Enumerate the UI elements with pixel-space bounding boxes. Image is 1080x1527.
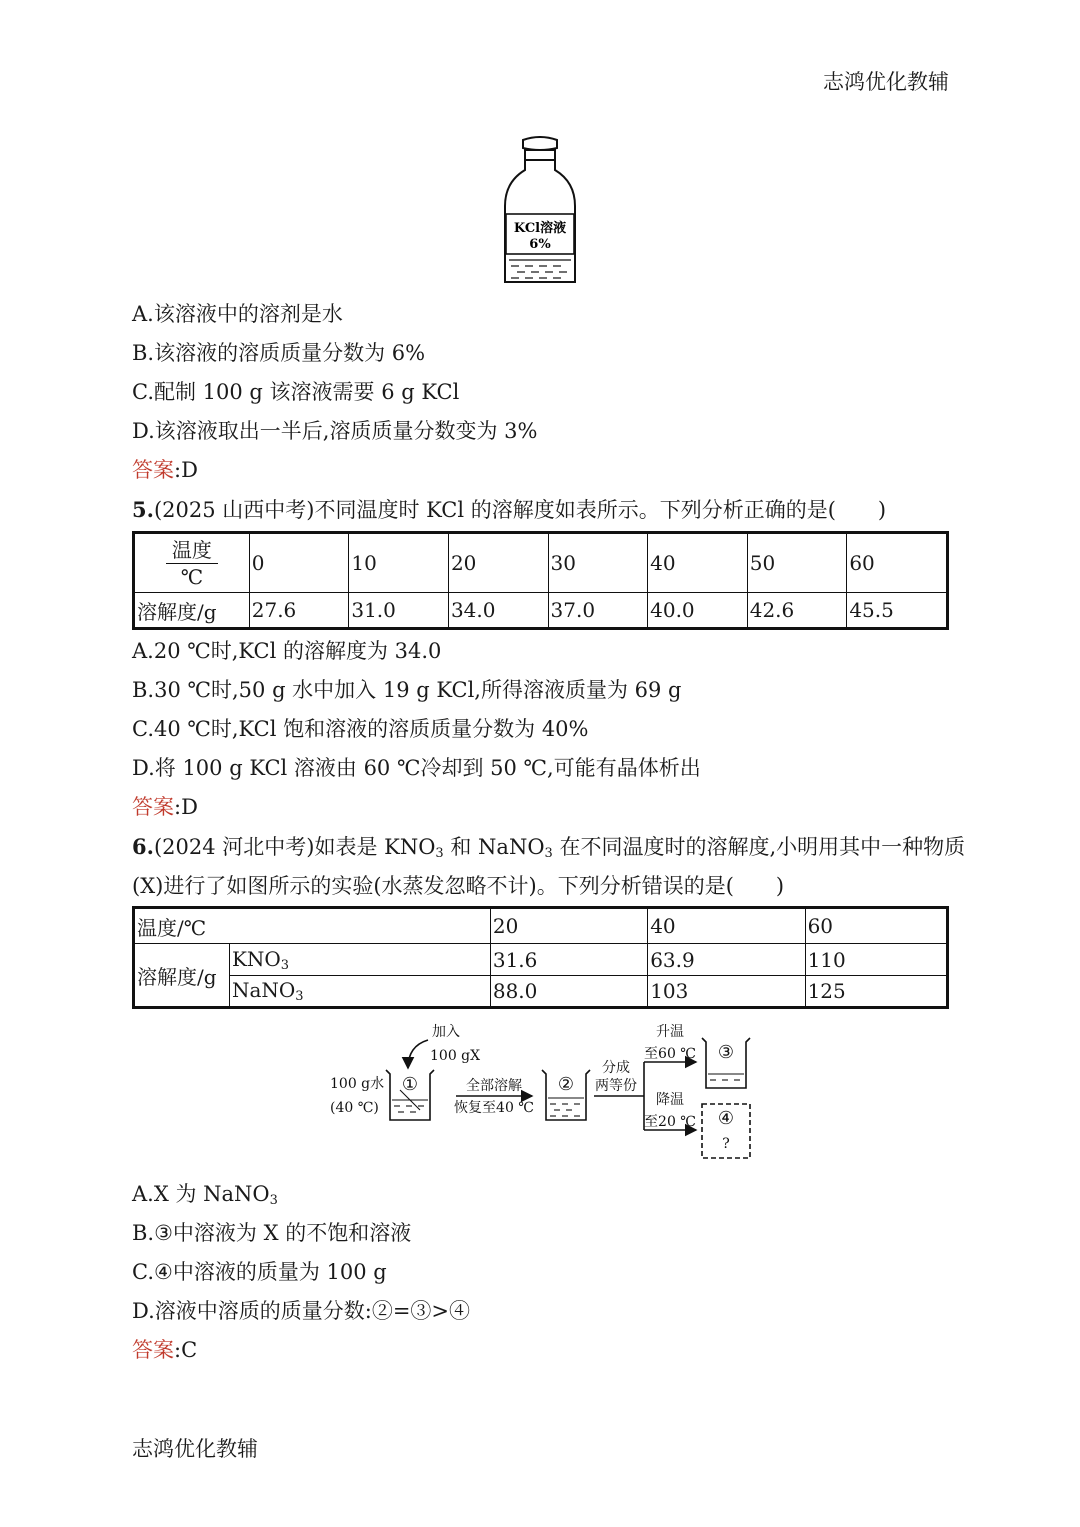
q5-temp-cell: 40: [648, 533, 748, 593]
q4-option-c: C.配制 100 g 该溶液需要 6 g KCl: [132, 380, 460, 404]
q5-number: 5.: [132, 497, 154, 522]
q5-value-cell: 45.5: [847, 593, 948, 629]
q6-table-row-temperature: [134, 908, 948, 944]
q5-option-d: D.将 100 g KCl 溶液由 60 ℃冷却到 50 ℃,可能有晶体析出: [132, 756, 701, 780]
q6-stem-part: 在不同温度时的溶解度,小明用其中一种物质: [552, 835, 966, 859]
q6-stem-line-1: [132, 833, 965, 868]
q6-kno3-value: 63.9: [648, 944, 805, 976]
q6-option-a: [132, 1180, 278, 1215]
q6-option-a-subscript: 3: [269, 1193, 278, 1208]
label-split-1: 分成: [602, 1060, 630, 1076]
q4-option-b: B.该溶液的溶质质量分数为 6%: [132, 341, 426, 365]
q6-answer-value: :C: [174, 1338, 198, 1362]
q6-answer-label: 答案: [132, 1338, 174, 1362]
q5-stem: [132, 496, 886, 524]
q6-kno3-label: [229, 944, 490, 976]
label-cool-temp: 至20 ℃: [644, 1114, 696, 1130]
q4-option-a: A.该溶液中的溶剂是水: [132, 302, 343, 326]
q5-question: 不同温度时 KCl 的溶解度如表所示。下列分析正确的是( ): [314, 498, 887, 522]
label-restore: 恢复至40 ℃: [454, 1100, 534, 1116]
q5-temp-cell: 10: [349, 533, 449, 593]
bottle-stopper: [523, 137, 557, 150]
q6-kno3-value: 110: [805, 944, 947, 976]
beaker-2-label: ②: [557, 1074, 575, 1095]
q6-option-c: C.④中溶液的质量为 100 g: [132, 1260, 387, 1284]
q5-header-temperature: 温度: [166, 537, 218, 564]
q6-nano3-formula: NaNO: [231, 978, 296, 1002]
q5-option-c: C.40 ℃时,KCl 饱和溶液的溶质质量分数为 40%: [132, 717, 589, 741]
q5-table-header-cell: [134, 533, 250, 593]
q4-option-d: D.该溶液取出一半后,溶质质量分数变为 3%: [132, 419, 538, 443]
beaker-1-label: ①: [401, 1074, 419, 1095]
q5-table-row-temperature: [134, 533, 948, 593]
q6-kno3-formula: KNO: [231, 946, 281, 971]
q6-table-row-kno3: [134, 944, 948, 976]
q6-kno3-value: 31.6: [490, 944, 647, 976]
q4-answer-value: :D: [174, 458, 198, 482]
q6-option-b: B.③中溶液为 X 的不饱和溶液: [132, 1221, 412, 1245]
q6-option-a-text: A.X 为 NaNO: [132, 1182, 270, 1206]
label-water-temp: (40 ℃): [330, 1100, 379, 1116]
q5-option-b: B.30 ℃时,50 g 水中加入 19 g KCl,所得溶液质量为 69 g: [132, 678, 682, 702]
q5-value-cell: 27.6: [249, 593, 349, 629]
beaker-4-unknown-mark: ?: [722, 1136, 730, 1152]
q6-stem-subscript: 3: [435, 846, 444, 861]
q4-answer: [132, 456, 198, 484]
q6-nano3-subscript: 3: [295, 989, 304, 1004]
beaker-3-label: ③: [717, 1042, 735, 1063]
q5-value-cell: 40.0: [648, 593, 748, 629]
q6-number: 6.: [132, 834, 154, 859]
q5-solubility-table: [132, 531, 949, 630]
q6-temp-cell: 60: [805, 908, 947, 944]
q5-value-cell: 34.0: [448, 593, 548, 629]
q5-answer-value: :D: [174, 795, 198, 819]
q5-value-cell: 42.6: [747, 593, 847, 629]
label-add-amount: 100 gX: [430, 1048, 481, 1064]
q6-solubility-table: [132, 906, 949, 1009]
q6-option-d: D.溶液中溶质的质量分数:②=③>④: [132, 1299, 471, 1323]
q5-temp-cell: 20: [448, 533, 548, 593]
q6-nano3-value: 88.0: [490, 976, 647, 1008]
label-cool: 降温: [656, 1092, 684, 1108]
q6-temp-cell: 20: [490, 908, 647, 944]
label-dissolve: 全部溶解: [466, 1078, 522, 1094]
q5-temp-cell: 30: [548, 533, 648, 593]
q5-header-unit: ℃: [180, 564, 204, 589]
q6-nano3-label: [229, 976, 490, 1008]
q6-stem-part: 如表是 KNO: [314, 835, 436, 859]
footer-brand: 志鸿优化教辅: [132, 1437, 258, 1461]
q5-option-a: A.20 ℃时,KCl 的溶解度为 34.0: [132, 639, 442, 663]
beaker-4-label: ④: [717, 1108, 735, 1129]
reagent-bottle-illustration: [495, 136, 585, 288]
q6-nano3-value: 103: [648, 976, 805, 1008]
q5-temp-cell: 60: [847, 533, 948, 593]
q6-solubility-label: 溶解度/g: [134, 944, 230, 1008]
bottle-label-percent: 6%: [529, 237, 551, 252]
bottle-label-name: KCl溶液: [513, 221, 567, 236]
label-heat: 升温: [656, 1024, 684, 1040]
add-arrow: [408, 1040, 428, 1068]
q6-answer: [132, 1336, 197, 1364]
q6-temp-cell: 40: [648, 908, 805, 944]
q6-kno3-subscript: 3: [280, 957, 290, 973]
label-split-2: 两等份: [595, 1078, 637, 1094]
q6-temp-label: 温度/℃: [134, 908, 491, 944]
q6-experiment-diagram: [320, 1018, 770, 1168]
q5-answer-label: 答案: [132, 795, 174, 819]
header-brand: 志鸿优化教辅: [823, 70, 949, 94]
q5-row-label: 溶解度/g: [134, 593, 250, 629]
q5-source: (2025 山西中考): [153, 498, 315, 522]
q6-stem-part: 和 NaNO: [443, 835, 545, 859]
label-heat-temp: 至60 ℃: [644, 1046, 696, 1062]
q6-table-row-nano3: [134, 976, 948, 1008]
q5-value-cell: 31.0: [349, 593, 449, 629]
q5-answer: [132, 793, 198, 821]
q5-temp-cell: 50: [747, 533, 847, 593]
label-add: 加入: [432, 1024, 460, 1040]
label-water: 100 g水: [330, 1076, 385, 1092]
q6-nano3-value: 125: [805, 976, 947, 1008]
q5-temp-cell: 0: [249, 533, 349, 593]
q6-source: (2024 河北中考): [153, 835, 315, 859]
q5-value-cell: 37.0: [548, 593, 648, 629]
q4-answer-label: 答案: [132, 458, 174, 482]
q5-table-row-solubility: [134, 593, 948, 629]
q6-stem-subscript: 3: [544, 846, 553, 861]
q6-stem-line-2: (X)进行了如图所示的实验(水蒸发忽略不计)。下列分析错误的是( ): [132, 874, 785, 898]
